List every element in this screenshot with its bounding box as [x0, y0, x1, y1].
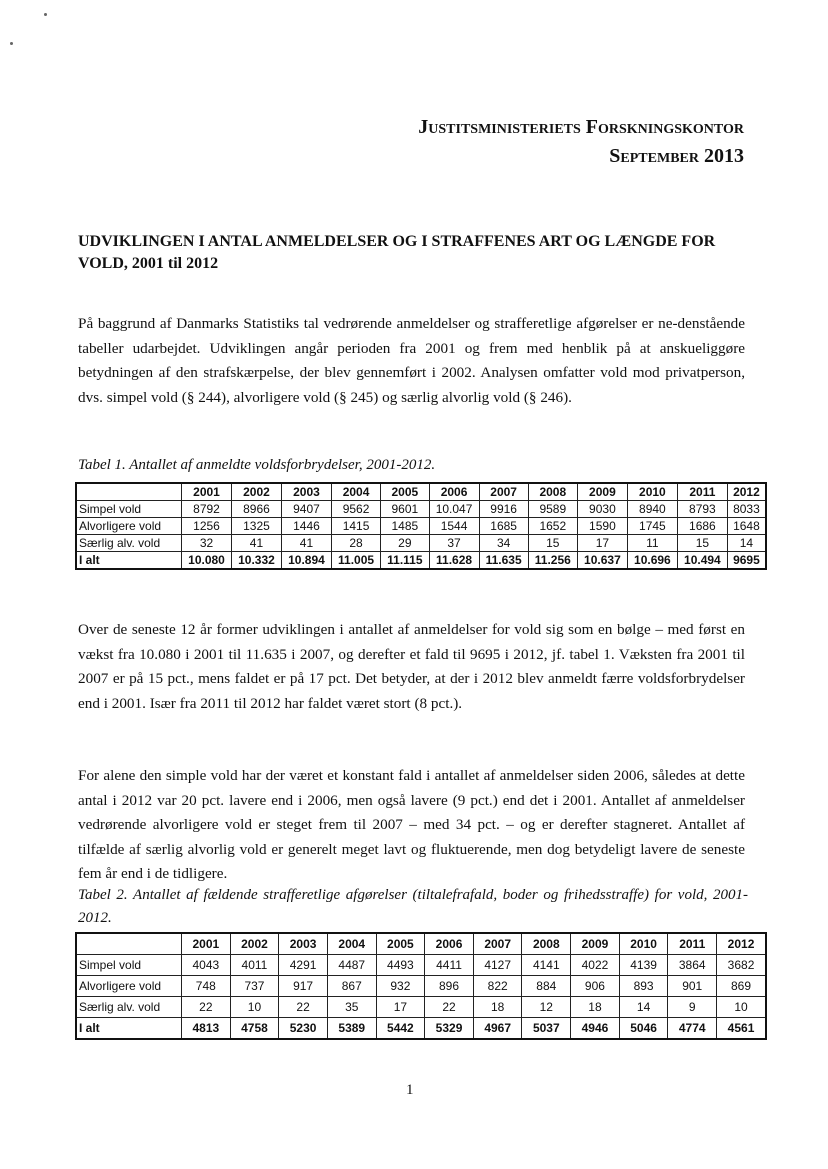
- table-cell: 884: [522, 976, 571, 997]
- table-cell: 896: [425, 976, 474, 997]
- table-cell: 869: [717, 976, 766, 997]
- table-cell: 737: [230, 976, 279, 997]
- table-header-row: [76, 483, 766, 501]
- table-cell: 9030: [577, 501, 627, 518]
- year-header: 2012: [717, 933, 766, 955]
- table-cell: 10.047: [429, 501, 479, 518]
- table-cell: 5046: [619, 1018, 668, 1040]
- table-cell: 9562: [331, 501, 380, 518]
- table-cell: 893: [619, 976, 668, 997]
- table-cell: 1745: [627, 518, 677, 535]
- table-cell: 4967: [473, 1018, 522, 1040]
- table-cell: 8966: [231, 501, 281, 518]
- table-header-row: [76, 933, 766, 955]
- table-cell: 34: [479, 535, 528, 552]
- table-cell: 37: [429, 535, 479, 552]
- table-cell: 1485: [381, 518, 429, 535]
- table-cell: 9: [668, 997, 717, 1018]
- table-cell: 10.080: [182, 552, 232, 570]
- year-header: 2001: [182, 483, 232, 501]
- year-header: 2004: [331, 483, 380, 501]
- table2-caption: Tabel 2. Antallet af fældende strafferetlige afgørelser (tiltalefrafald, boder og frihedsstraffe) for vold, 2001-2012.: [78, 887, 748, 926]
- year-header: 2001: [182, 933, 231, 955]
- table-cell: 4561: [717, 1018, 766, 1040]
- table-cell: 1652: [528, 518, 577, 535]
- table-cell: 3682: [717, 955, 766, 976]
- year-header: 2010: [619, 933, 668, 955]
- year-header: 2005: [381, 483, 429, 501]
- table-row: [76, 976, 766, 997]
- table-cell: 4813: [182, 1018, 231, 1040]
- table-cell: 22: [425, 997, 474, 1018]
- table-cell: 917: [279, 976, 328, 997]
- table-cell: 15: [677, 535, 727, 552]
- table-cell: 4411: [425, 955, 474, 976]
- table-cell: 8940: [627, 501, 677, 518]
- table-cell: 1648: [727, 518, 766, 535]
- row-label: Alvorligere vold: [76, 518, 182, 535]
- table-cell: 4139: [619, 955, 668, 976]
- table-cell: 8033: [727, 501, 766, 518]
- table-cell: 1544: [429, 518, 479, 535]
- header-date: September 2013: [609, 145, 744, 167]
- table-cell: 1685: [479, 518, 528, 535]
- year-header: 2006: [429, 483, 479, 501]
- table-cell: 1446: [281, 518, 331, 535]
- table-cell: 18: [571, 997, 620, 1018]
- year-header: 2011: [668, 933, 717, 955]
- table-cell: 11: [627, 535, 677, 552]
- row-label: I alt: [76, 1018, 182, 1040]
- table-cell: 4127: [473, 955, 522, 976]
- year-header: 2007: [479, 483, 528, 501]
- table-cell: 9916: [479, 501, 528, 518]
- year-header: 2011: [677, 483, 727, 501]
- year-header: 2004: [327, 933, 376, 955]
- table-cell: 17: [376, 997, 425, 1018]
- table-cell: 14: [727, 535, 766, 552]
- header-institution: Justitsministeriets Forskningskontor: [418, 116, 744, 138]
- table-cell: 4043: [182, 955, 231, 976]
- year-header: 2010: [627, 483, 677, 501]
- table1: [75, 482, 767, 570]
- year-header: 2008: [522, 933, 571, 955]
- year-header: 2008: [528, 483, 577, 501]
- table-cell: 4011: [230, 955, 279, 976]
- table-cell: 4022: [571, 955, 620, 976]
- corner-cell: [76, 933, 182, 955]
- table-cell: 10.332: [231, 552, 281, 570]
- table-cell: 4487: [327, 955, 376, 976]
- year-header: 2002: [230, 933, 279, 955]
- table-cell: 10.494: [677, 552, 727, 570]
- table-cell: 867: [327, 976, 376, 997]
- year-header: 2003: [279, 933, 328, 955]
- table-row: [76, 518, 766, 535]
- row-label: Alvorligere vold: [76, 976, 182, 997]
- table-cell: 14: [619, 997, 668, 1018]
- table-row: [76, 501, 766, 518]
- table-cell: 932: [376, 976, 425, 997]
- table-cell: 1256: [182, 518, 232, 535]
- table-cell: 41: [231, 535, 281, 552]
- table-row: [76, 552, 766, 570]
- table-cell: 10.637: [577, 552, 627, 570]
- table-cell: 18: [473, 997, 522, 1018]
- table-cell: 11.115: [381, 552, 429, 570]
- table-row: [76, 535, 766, 552]
- table-cell: 10.696: [627, 552, 677, 570]
- table-cell: 17: [577, 535, 627, 552]
- year-header: 2009: [571, 933, 620, 955]
- table-cell: 10: [230, 997, 279, 1018]
- year-header: 2005: [376, 933, 425, 955]
- table-cell: 901: [668, 976, 717, 997]
- table1-caption: Tabel 1. Antallet af anmeldte voldsforbrydelser, 2001-2012.: [78, 457, 436, 473]
- table-cell: 5329: [425, 1018, 474, 1040]
- table-cell: 1325: [231, 518, 281, 535]
- table-cell: 906: [571, 976, 620, 997]
- table-cell: 5389: [327, 1018, 376, 1040]
- table-cell: 29: [381, 535, 429, 552]
- table-cell: 4141: [522, 955, 571, 976]
- table-cell: 1415: [331, 518, 380, 535]
- table-cell: 10: [717, 997, 766, 1018]
- table-cell: 15: [528, 535, 577, 552]
- table-cell: 5037: [522, 1018, 571, 1040]
- table-cell: 10.894: [281, 552, 331, 570]
- table-cell: 11.256: [528, 552, 577, 570]
- table-cell: 22: [279, 997, 328, 1018]
- table-cell: 28: [331, 535, 380, 552]
- table-cell: 9695: [727, 552, 766, 570]
- table-cell: 41: [281, 535, 331, 552]
- table-cell: 22: [182, 997, 231, 1018]
- table-cell: 4493: [376, 955, 425, 976]
- table-cell: 9589: [528, 501, 577, 518]
- year-header: 2007: [473, 933, 522, 955]
- table-cell: 1686: [677, 518, 727, 535]
- paragraph-reports: Over de seneste 12 år former udviklingen i antallet af anmeldelser for vold sig som en bølge – med først en vækst fra 10.080 i 2001 til 11.635 i 2007, og derefter et fald til 9695 i 2012, jf. tabel 1. Væksten fra 2001 til 2007 er på 15 pct., mens faldet er på 17 pct. Det betyder, at der i 2012 blev anmeldt færre voldsforbrydelser end i 2001. Især fra 2011 til 2012 har faldet været stort (8 pct.).: [78, 621, 745, 712]
- table-cell: 1590: [577, 518, 627, 535]
- table-cell: 4946: [571, 1018, 620, 1040]
- table-cell: 11.628: [429, 552, 479, 570]
- paragraph-intro: På baggrund af Danmarks Statistiks tal vedrørende anmeldelser og strafferetlige afgørelser er ne-denstående tabeller udarbejdet. Udviklingen angår perioden fra 2001 og frem med henblik på at anskueliggøre betydningen af den strafskærpelse, der blev gennemført i 2002. Analysen omfatter vold mod privatperson, dvs. simpel vold (§ 244), alvorligere vold (§ 245) og særlig alvorlig vold (§ 246).: [78, 315, 745, 406]
- table-cell: 32: [182, 535, 232, 552]
- row-label: Simpel vold: [76, 501, 182, 518]
- year-header: 2002: [231, 483, 281, 501]
- table-cell: 748: [182, 976, 231, 997]
- table-cell: 9407: [281, 501, 331, 518]
- year-header: 2006: [425, 933, 474, 955]
- table-row: [76, 997, 766, 1018]
- year-header: 2009: [577, 483, 627, 501]
- row-label: Simpel vold: [76, 955, 182, 976]
- table-cell: 5230: [279, 1018, 328, 1040]
- table-cell: 9601: [381, 501, 429, 518]
- scan-speck: [10, 42, 13, 45]
- table-cell: 11.635: [479, 552, 528, 570]
- scan-speck: [44, 13, 47, 16]
- page-number: 1: [406, 1082, 414, 1098]
- table-cell: 35: [327, 997, 376, 1018]
- table-cell: 4758: [230, 1018, 279, 1040]
- document-title: UDVIKLINGEN I ANTAL ANMELDELSER OG I STRAFFENES ART OG LÆNGDE FOR VOLD, 2001 til 2012: [78, 233, 716, 272]
- row-label: I alt: [76, 552, 182, 570]
- year-header: 2003: [281, 483, 331, 501]
- table-row: [76, 1018, 766, 1040]
- table2: [75, 932, 767, 1040]
- table-cell: 3864: [668, 955, 717, 976]
- table-cell: 8793: [677, 501, 727, 518]
- table-cell: 11.005: [331, 552, 380, 570]
- row-label: Særlig alv. vold: [76, 997, 182, 1018]
- table-cell: 12: [522, 997, 571, 1018]
- row-label: Særlig alv. vold: [76, 535, 182, 552]
- table-row: [76, 955, 766, 976]
- table-cell: 4291: [279, 955, 328, 976]
- table-cell: 4774: [668, 1018, 717, 1040]
- paragraph-simple-violence: For alene den simple vold har der været et konstant fald i antallet af anmeldelser siden 2006, således at dette antal i 2012 var 20 pct. lavere end i 2006, men også lavere (9 pct.) end det i 2001. Antallet af anmeldelser vedrørende alvorligere vold er steget frem til 2007 – med 34 pct. – og er derefter stagneret. Antallet af tilfælde af særlig alvorlig vold er generelt meget lavt og fluktuerende, men dog betydeligt lavere de seneste fem år end i de tidligere.: [78, 767, 745, 882]
- year-header: 2012: [727, 483, 766, 501]
- table-cell: 822: [473, 976, 522, 997]
- corner-cell: [76, 483, 182, 501]
- table-cell: 5442: [376, 1018, 425, 1040]
- table-cell: 8792: [182, 501, 232, 518]
